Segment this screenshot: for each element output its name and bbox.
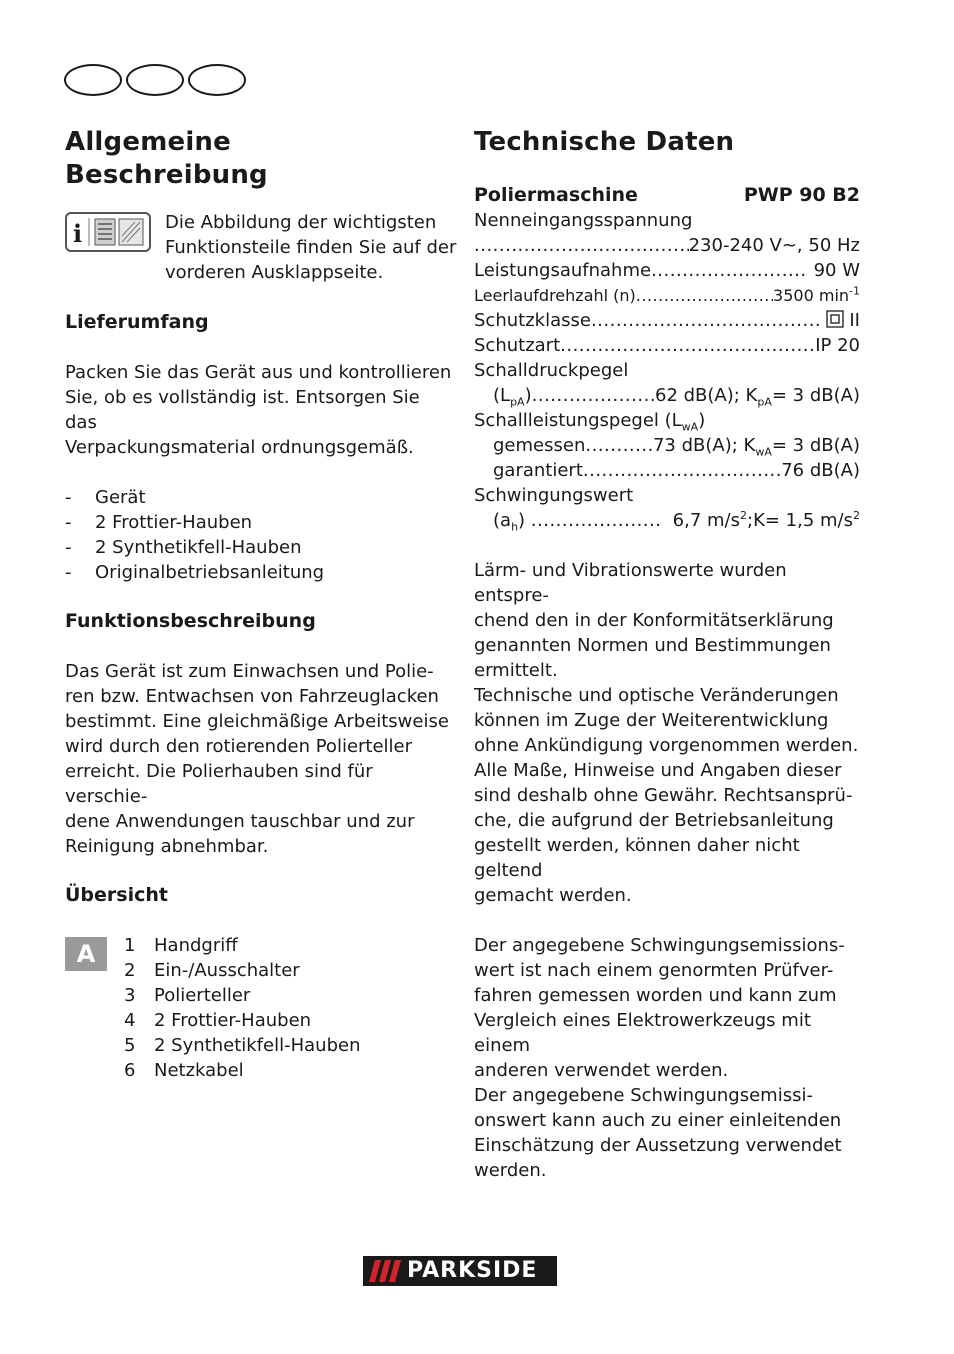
text-line: wird durch den rotierenden Polierteller [65,736,413,757]
list-item: - Gerät [65,485,455,510]
lieferumfang-list [65,485,455,585]
dot-leader [591,308,822,333]
item-label: Netzkabel [154,1060,244,1081]
title-line: Allgemeine [65,127,231,157]
title-line: Beschreibung [65,160,268,190]
list-item [124,983,360,1008]
section-title: Technische Daten [474,127,735,157]
spec-label: Leistungsaufnahme [474,260,652,281]
text-line: Der angegebene Schwingungsemissions- [474,935,845,956]
list-item: - 2 Frottier-Hauben [65,510,455,535]
text-line: chend den in der Konformitätserklärung [474,610,834,631]
dot-leader [651,258,805,283]
text-line: werden. [474,1160,547,1181]
logo-text: PARKSIDE [407,1258,538,1283]
subsection-title: Lieferumfang [65,311,209,333]
symbol: L [500,385,511,406]
text-line: wert ist nach einem genormten Prüfver- [474,960,834,981]
dot-leader [636,283,773,308]
text-line: vorderen Ausklappseite. [165,262,384,283]
list-item [124,958,360,983]
text-line: Funktionsteile finden Sie auf der [165,237,457,258]
product-label: Poliermaschine [474,184,638,206]
text-line: Lärm- und Vibrationswerte wurden entspre- [474,560,787,606]
text-line: gestellt werden, können daher nicht geltend [474,835,800,881]
item-number: 3 [124,985,136,1006]
value-text: ;K= 1,5 m/s [747,510,853,531]
text-line: Sie, ob es vollständig ist. Entsorgen Sie das [65,387,420,433]
item-number: 2 [124,960,136,981]
text-line: anderen verwendet werden. [474,1060,729,1081]
item-number: 5 [124,1035,136,1056]
figure-badge: A [65,937,107,971]
spec-value: 230-240 V~, 50 Hz [688,235,860,256]
value-text: 62 dB(A); K [655,385,758,406]
spec-label: $(a_h)$ [493,510,531,534]
list-item: - 2 Synthetikfell-Hauben [65,535,455,560]
text-line: fahren gemessen worden und kann zum [474,985,837,1006]
spec-row [474,433,860,458]
list-item [124,1008,360,1033]
text-line: Alle Maße, Hinweise und Angaben dieser [474,760,842,781]
list-item: - Originalbetriebsanleitung [65,560,455,585]
value-text: 3500 min [773,286,850,305]
spec-row [474,258,860,283]
value-text: 6,7 m/s [672,510,740,531]
text-line: Reinigung abnehmbar. [65,836,269,857]
item-label: Ein-/Ausschalter [154,960,300,981]
funktion-text [65,659,455,859]
text-line: ren bzw. Entwachsen von Fahrzeuglacken [65,686,439,707]
protection-class-icon [826,310,844,328]
spec-label: Schallleistungspegel $(L_{wA})$ [474,410,706,434]
spec-row [474,283,860,308]
spec-row [474,308,860,333]
subscript: pA [757,395,772,409]
text-line: onswert kann auch zu einer einleitenden [474,1110,842,1131]
dot-leader [531,508,661,533]
text-line: Einschätzung der Aussetzung verwendet [474,1135,842,1156]
superscript: 2 [853,509,860,522]
subsection-title: Übersicht [65,884,168,906]
item-number: 6 [124,1060,136,1081]
text-line: Das Gerät ist zum Einwachsen und Polie- [65,661,434,682]
spec-row [474,458,860,483]
language-oval [188,64,246,96]
text-line: dene Anwendungen tauschbar und zur [65,811,415,832]
spec-label: garantiert [493,460,583,481]
spec-label: gemessen [493,435,586,456]
model-number: PWP 90 B2 [743,184,860,206]
value-text: = 3 dB(A) [771,385,860,406]
subscript: wA [681,420,699,434]
text-line: erreicht. Die Polierhauben sind für verschie- [65,761,373,807]
dot-leader [583,458,781,483]
right-column [474,126,860,1183]
text-line: Vergleich eines Elektrowerkzeugs mit einem [474,1010,811,1056]
dot-leader [532,383,655,408]
logo-stripes-icon [369,1260,403,1282]
text-line: genannten Normen und Bestimmungen [474,635,831,656]
superscript: -1 [849,284,860,298]
text-line: Der angegebene Schwingungsemissi- [474,1085,813,1106]
subsection-title: Funktionsbeschreibung [65,610,316,632]
text-line: che, die aufgrund der Betriebsanleitung [474,810,834,831]
text-line: Die Abbildung der wichtigsten [165,212,437,233]
text-line: ohne Ankündigung vorgenommen werden. [474,735,859,756]
text-line: bestimmt. Eine gleichmäßige Arbeitsweise [65,711,449,732]
text-line: können im Zuge der Weiterentwicklung [474,710,829,731]
spec-value [661,508,860,533]
text-line: Verpackungsmaterial ordnungsgemäß. [65,437,414,458]
value-text: = 3 dB(A) [771,435,860,456]
svg-text:i: i [73,219,83,248]
item-label: Handgriff [154,935,238,956]
spec-table [474,183,860,533]
vibration-paragraph [474,933,860,1183]
spec-label: Nenneingangsspannung [474,210,693,231]
language-oval [126,64,184,96]
spec-label: Schutzklasse [474,310,591,331]
text-line: Technische und optische Veränderungen [474,685,839,706]
lieferumfang-text [65,360,455,460]
spec-label: Schutzart [474,335,561,356]
spec-label: Schalldruckpegel [474,360,629,381]
spec-header [474,183,860,208]
symbol: a [500,510,512,531]
item-label: 2 Synthetikfell-Hauben [154,1035,361,1056]
value-text: II [849,310,860,331]
spec-row [474,383,860,408]
dot-leader [585,433,653,458]
value-text: 73 dB(A); K [652,435,756,456]
spec-row [474,233,860,258]
left-column [65,126,455,1083]
item-label: 2 Frottier-Hauben [154,1010,312,1031]
superscript: 2 [740,509,747,522]
text-line: gemacht werden. [474,885,632,906]
spec-value [655,383,860,408]
list-item [124,933,360,958]
dot-leader [474,233,689,258]
notes-paragraph [474,558,860,908]
spec-row [474,508,860,533]
spec-value [822,308,860,333]
subscript: wA [755,445,772,459]
label-text: Schallleistungspegel (L [474,410,682,431]
spec-label: Leerlaufdrehzahl (n) [474,286,636,305]
item-label: Polierteller [154,985,251,1006]
dot-leader [560,333,815,358]
spec-label: Schwingungswert [474,485,634,506]
spec-row [474,333,860,358]
uebersicht-list [124,933,360,1083]
section-title [65,126,455,192]
list-item [124,1058,360,1083]
spec-value: 76 dB(A) [781,460,860,481]
text-line: Packen Sie das Gerät aus und kontrollieren [65,362,452,383]
language-ovals [64,64,250,98]
intro-text [165,210,465,285]
language-oval [64,64,122,96]
item-number: 1 [124,935,136,956]
subscript: pA [510,395,525,409]
subscript: h [511,520,519,534]
parkside-logo [363,1256,557,1286]
list-item [124,1033,360,1058]
spec-value: 90 W [813,260,860,281]
info-icon [65,212,151,252]
text-line: ermittelt. [474,660,558,681]
uebersicht-block [65,933,455,1083]
spec-value [653,433,860,458]
spec-label: $(L_{pA})$ [493,385,532,409]
text-line: sind deshalb ohne Gewähr. Rechtsansprü- [474,785,853,806]
intro-block [65,210,455,285]
spec-value [773,283,860,308]
spec-value: IP 20 [815,335,860,356]
item-number: 4 [124,1010,136,1031]
